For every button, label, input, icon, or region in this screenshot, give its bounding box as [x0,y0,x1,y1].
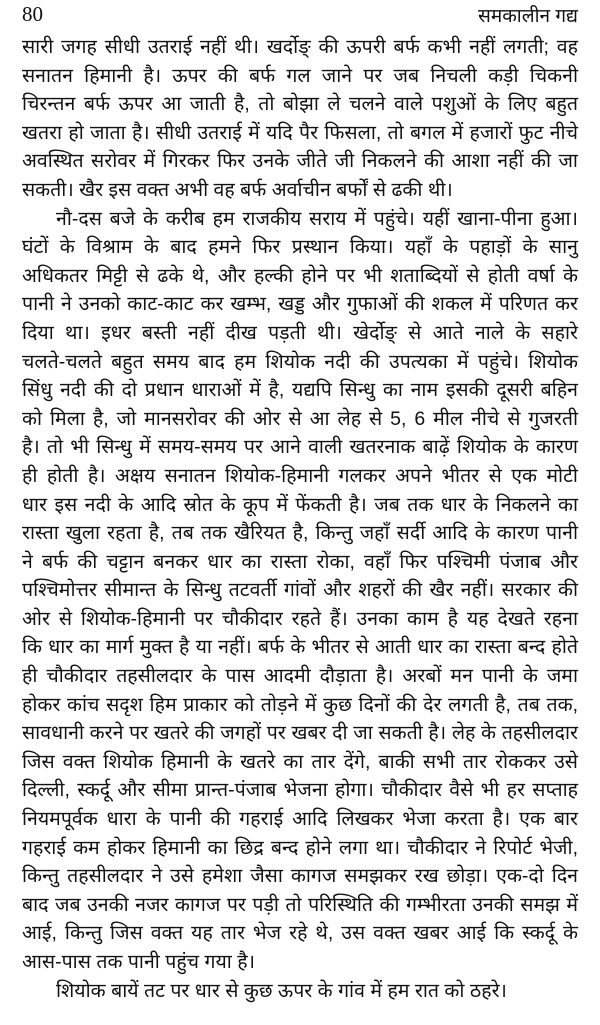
text-line: ही चौकीदार तहसीलदार के पास आदमी दौड़ाता है। अरबों मन पानी के जमा [22,665,578,688]
text-line: दिल्ली, स्कर्दू और सीमा प्रान्त-पंजाब भेजना होगा। चौकीदार वैसे भी हर सप्ताह [22,779,578,802]
text-line: पानी ने उनको काट-काट कर खम्भ, खड्ड और गुफाओं की शकल में परिणत कर [22,293,578,316]
text-line: गहराई कम होकर हिमानी का छिद्र बन्द होने लगा था। चौकीदार ने रिपोर्ट भेजी, [22,836,578,859]
text-line: सनातन हिमानी है। ऊपर की बर्फ गल जाने पर जब निचली कड़ी चिकनी [22,64,578,87]
text-line: बाद जब उनकी नजर कागज पर पड़ी तो परिस्थिति की गम्भीरता उनकी समझ में [22,893,578,916]
text-line: ने बर्फ की चट्टान बनकर धार का रास्ता रोका, वहाँ फिर पश्चिमी पंजाब और [22,550,578,573]
text-line: सकती। खैर इस वक्त अभी वह बर्फ अर्वाचीन बर्फों से ढकी थी। [22,178,453,201]
text-line: ओर से शियोक-हिमानी पर चौकीदार रहते हैं। उनका काम है यह देखते रहना [22,607,578,630]
text-line: किन्तु तहसीलदार ने उसे हमेशा जैसा कागज समझकर रख छोड़ा। एक-दो दिन [22,865,578,888]
page-header [22,2,578,30]
text-line: चलते-चलते बहुत समय बाद हम शियोक नदी की उपत्यका में पहुंचे। शियोक [22,350,578,373]
text-line: है। तो भी सिन्धु में समय-समय पर आने वाली खतरनाक बाढ़ें शियोक के कारण [22,436,578,459]
text-line: आस-पास तक पानी पहुंच गया है। [22,951,255,973]
text-line: होकर कांच सदृश हिम प्राकार को तोड़ने में कुछ दिनों की देर लगती है, तब तक, [22,693,578,716]
text-line: नौ-दस बजे के करीब हम राजकीय सराय में पहुंचे। यहीं खाना-पीना हुआ। [56,207,578,230]
text-line: अवस्थित सरोवर में गिरकर फिर उनके जीते जी निकलने की आशा नहीं की जा [22,150,578,173]
text-line: अधिकतर मिट्टी से ढके थे, और हल्की होने पर भी शताब्दियों से होती वर्षा के [22,264,578,287]
text-line: धार इस नदी के आदि स्रोत के कूप में फेंकती है। जब तक धार के निकलने का [22,493,578,516]
text-line: घंटों के विश्राम के बाद हमने फिर प्रस्थान किया। यहाँ के पहाड़ों के सानु [22,236,578,259]
text-line: रास्ता खुला रहता है, तब तक खैरियत है, किन्तु जहाँ सर्दी आदि के कारण पानी [22,522,578,545]
text-line: आई, किन्तु जिस वक्त यह तार भेज रहे थे, उस वक्त खबर आई कि स्कर्दू के [22,922,578,945]
text-line: कि धार का मार्ग मुक्त है या नहीं। बर्फ के भीतर से आती धार का रास्ता बन्द होते [22,636,578,659]
text-line: शियोक बायें तट पर धार से कुछ ऊपर के गांव में हम रात को ठहरे। [56,979,507,1002]
text-line: पश्चिमोत्तर सीमान्त के सिन्धु तटवर्ती गांवों और शहरों की खैर नहीं। सरकार की [22,579,578,602]
text-line: जिस वक्त शियोक हिमानी के खतरे का तार देंगे, बाकी सभी तार रोककर उसे [22,750,578,773]
text-line: सारी जगह सीधी उतराई नहीं थी। खर्दोङ् की ऊपरी बर्फ कभी नहीं लगती; वह [22,36,578,58]
text-line: को मिला है, जो मानसरोवर की ओर से आ लेह से 5, 6 मील नीचे से गुजरती [22,407,578,430]
book-title: समकालीन गद्य [477,6,578,27]
page-number: 80 [22,2,43,26]
text-line: सिंधु नदी की दो प्रधान धाराओं में है, यद्यपि सिन्धु का नाम इसकी दूसरी बहिन [22,379,578,402]
text-line: खतरा हो जाता है। सीधी उतराई में यदि पैर फिसला, तो बगल में हजारों फुट नीचे [22,121,578,144]
text-line: सावधानी करने पर खतरे की जगहों पर खबर दी जा सकती है। लेह के तहसीलदार [22,722,578,745]
text-line: नियमपूर्वक धारा के पानी की गहराई आदि लिखकर भेजा करता है। एक बार [22,808,578,831]
text-line: ही होती है। अक्षय सनातन शियोक-हिमानी गलकर अपने भीतर से एक मोटी [22,464,578,487]
text-line: दिया था। इधर बस्ती नहीं दीख पड़ती थी। खेर्दोङ् से आते नाले के सहारे [22,321,578,344]
text-line: चिरन्तन बर्फ ऊपर आ जाती है, तो बोझा ले चलने वाले पशुओं के लिए बहुत [22,93,578,116]
page-body-text [22,33,578,1005]
